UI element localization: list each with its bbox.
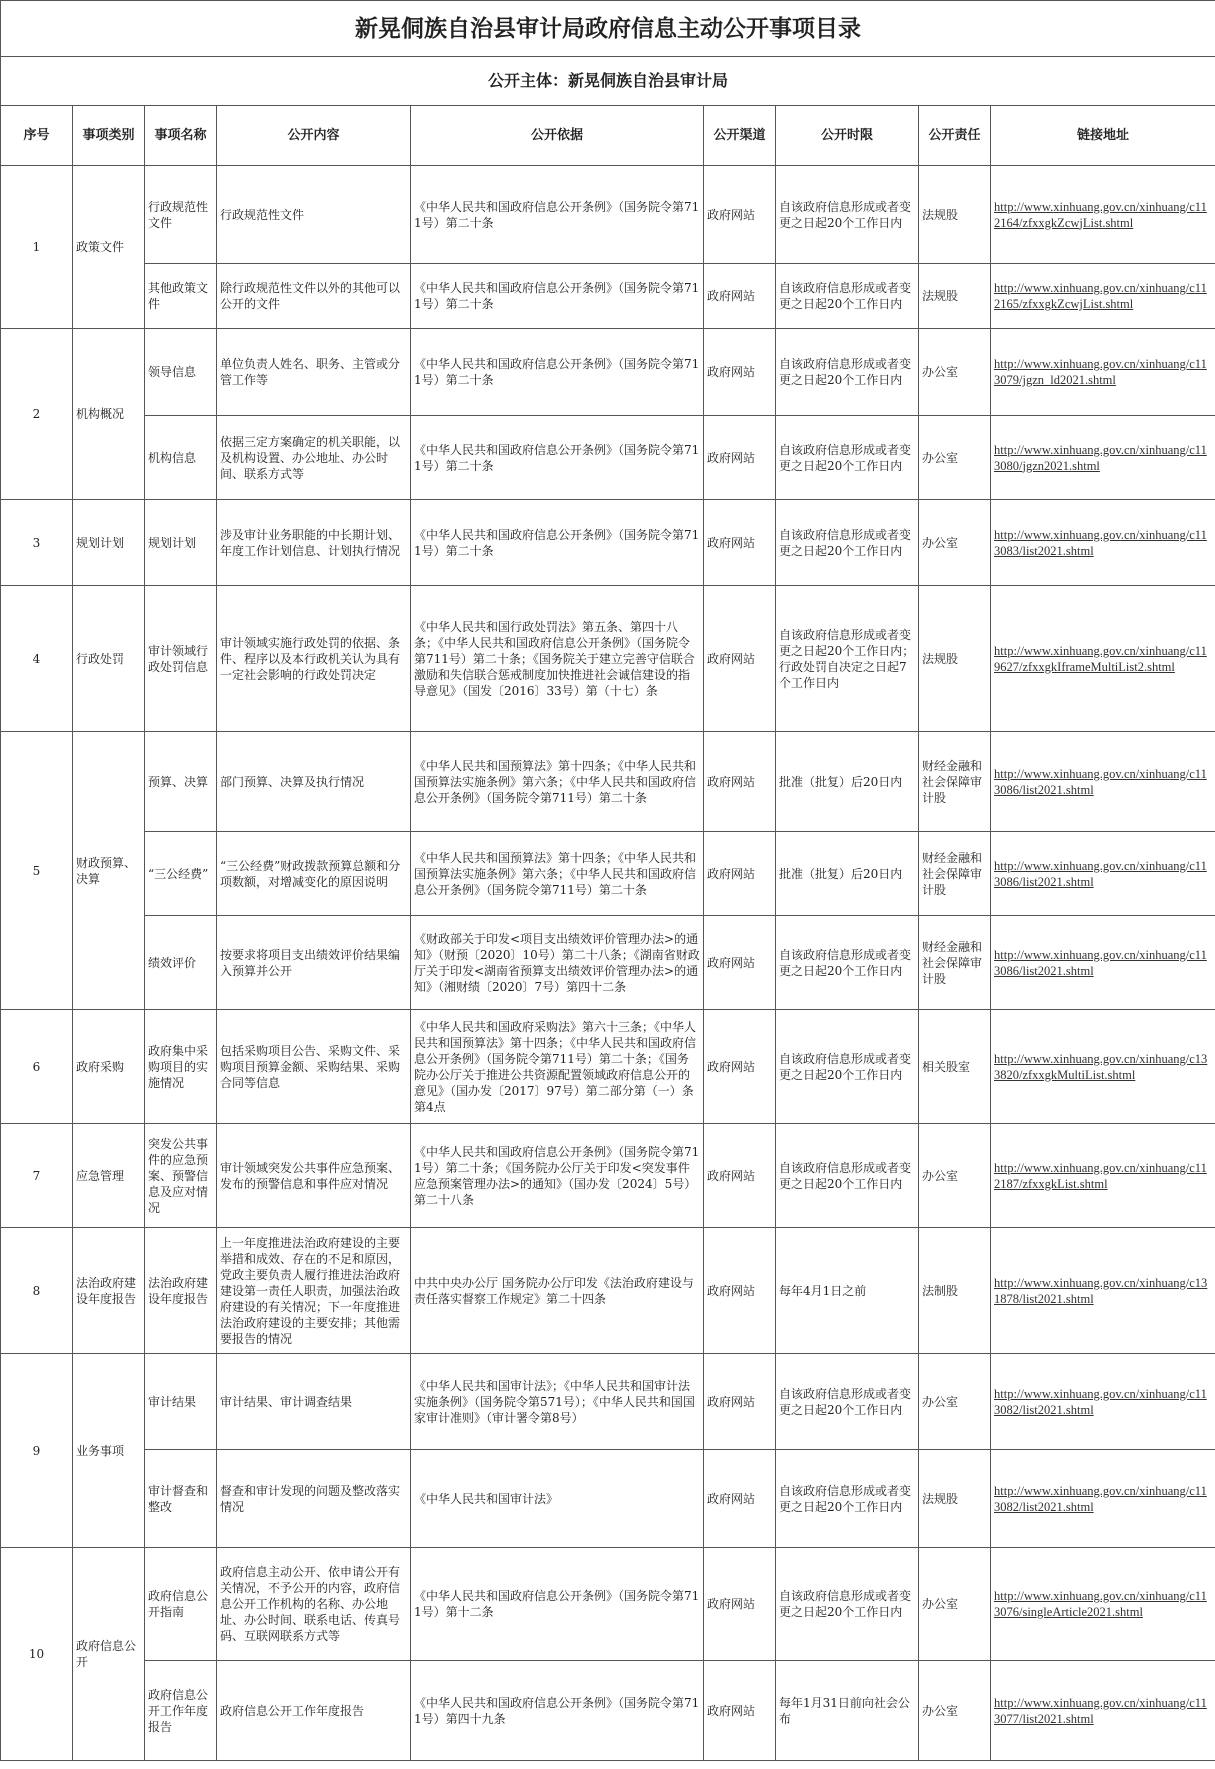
table-row	[1, 1124, 1215, 1228]
row-item-name: 法治政府建设年度报告	[145, 1228, 217, 1354]
row-channel: 政府网站	[704, 1228, 776, 1354]
row-link-cell	[991, 832, 1215, 916]
header-content: 公开内容	[217, 106, 411, 166]
row-basis: 《中华人民共和国政府采购法》第六十三条；《中华人民共和国预算法》第十四条；《中华人民共和国政府信息公开条例》（国务院令第711号）第二十条；《国务院办公厅关于推进公共资源配置领域政府信息公开的意见》（国办发〔2017〕97号）第二部分第（一）条第4点	[411, 1010, 704, 1124]
table-row	[1, 329, 1215, 416]
row-responsibility: 办公室	[919, 1354, 991, 1450]
row-basis: 《中华人民共和国行政处罚法》第五条、第四十八条；《中华人民共和国政府信息公开条例》（国务院令第711号）第二十条；《国务院关于建立完善守信联合激励和失信联合惩戒制度加快推进社会诚信建设的指导意见》（国发〔2016〕33号）第（十七）条	[411, 586, 704, 732]
table-row	[1, 500, 1215, 586]
row-link[interactable]: http://www.xinhuang.gov.cn/xinhuang/c119627/zfxxgkIframeMultiList2.shtml	[994, 643, 1207, 674]
row-index: 6	[1, 1010, 73, 1124]
row-basis: 《中华人民共和国政府信息公开条例》（国务院令第711号）第二十条；《国务院办公厅关于印发<突发事件应急预案管理办法>的通知》（国办发〔2024〕5号）第二十八条	[411, 1124, 704, 1228]
row-basis: 《中华人民共和国政府信息公开条例》（国务院令第711号）第二十条	[411, 416, 704, 500]
row-link[interactable]: http://www.xinhuang.gov.cn/xinhuang/c113082/list2021.shtml	[994, 1386, 1207, 1417]
table-row	[1, 166, 1215, 264]
row-time-limit: 自该政府信息形成或者变更之日起20个工作日内	[776, 1548, 919, 1661]
row-responsibility: 法规股	[919, 1450, 991, 1548]
row-item-name: 行政规范性文件	[145, 166, 217, 264]
row-responsibility: 办公室	[919, 416, 991, 500]
row-index: 4	[1, 586, 73, 732]
row-channel: 政府网站	[704, 1450, 776, 1548]
row-link-cell	[991, 329, 1215, 416]
row-link[interactable]: http://www.xinhuang.gov.cn/xinhuang/c112164/zfxxgkZcwjList.shtml	[994, 199, 1207, 230]
row-responsibility: 办公室	[919, 329, 991, 416]
row-link[interactable]: http://www.xinhuang.gov.cn/xinhuang/c113083/list2021.shtml	[994, 527, 1207, 558]
table-row	[1, 264, 1215, 329]
row-content: 督查和审计发现的问题及整改落实情况	[217, 1450, 411, 1548]
row-responsibility: 法制股	[919, 1228, 991, 1354]
row-item-name: 领导信息	[145, 329, 217, 416]
row-link-cell	[991, 916, 1215, 1010]
row-responsibility: 财经金融和社会保障审计股	[919, 732, 991, 832]
row-time-limit: 自该政府信息形成或者变更之日起20个工作日内	[776, 916, 919, 1010]
table-row	[1, 1228, 1215, 1354]
row-channel: 政府网站	[704, 1354, 776, 1450]
row-channel: 政府网站	[704, 1548, 776, 1661]
row-time-limit: 自该政府信息形成或者变更之日起20个工作日内	[776, 329, 919, 416]
row-responsibility: 法规股	[919, 586, 991, 732]
row-item-name: 机构信息	[145, 416, 217, 500]
row-content: 部门预算、决算及执行情况	[217, 732, 411, 832]
row-channel: 政府网站	[704, 1124, 776, 1228]
row-basis: 《中华人民共和国政府信息公开条例》（国务院令第711号）第二十条	[411, 166, 704, 264]
row-responsibility: 办公室	[919, 1548, 991, 1661]
row-responsibility: 法规股	[919, 166, 991, 264]
table-body	[1, 166, 1215, 1761]
row-item-name: “三公经费”	[145, 832, 217, 916]
row-item-name: 审计领域行政处罚信息	[145, 586, 217, 732]
row-item-name: 审计督查和整改	[145, 1450, 217, 1548]
row-basis: 《中华人民共和国政府信息公开条例》（国务院令第711号）第二十条	[411, 329, 704, 416]
row-time-limit: 自该政府信息形成或者变更之日起20个工作日内	[776, 1010, 919, 1124]
row-time-limit: 自该政府信息形成或者变更之日起20个工作日内	[776, 264, 919, 329]
row-responsibility: 办公室	[919, 1124, 991, 1228]
row-basis: 《财政部关于印发<项目支出绩效评价管理办法>的通知》（财预〔2020〕10号）第二十八条；《湖南省财政厅关于印发<湖南省预算支出绩效评价管理办法>的通知》（湘财绩〔2020〕7号）第四十二条	[411, 916, 704, 1010]
row-content: 依据三定方案确定的机关职能，以及机构设置、办公地址、办公时间、联系方式等	[217, 416, 411, 500]
table-row	[1, 832, 1215, 916]
row-responsibility: 财经金融和社会保障审计股	[919, 832, 991, 916]
row-basis: 《中华人民共和国审计法》；《中华人民共和国审计法实施条例》（国务院令第571号）；《中华人民共和国国家审计准则》（审计署令第8号）	[411, 1354, 704, 1450]
table-row	[1, 916, 1215, 1010]
row-content: 行政规范性文件	[217, 166, 411, 264]
table-row	[1, 1548, 1215, 1661]
row-link-cell	[991, 1010, 1215, 1124]
row-category: 规划计划	[73, 500, 145, 586]
row-channel: 政府网站	[704, 264, 776, 329]
row-link[interactable]: http://www.xinhuang.gov.cn/xinhuang/c113077/list2021.shtml	[994, 1695, 1207, 1726]
row-item-name: 规划计划	[145, 500, 217, 586]
row-responsibility: 办公室	[919, 1661, 991, 1761]
table-row	[1, 586, 1215, 732]
row-item-name: 预算、决算	[145, 732, 217, 832]
row-content: “三公经费”财政拨款预算总额和分项数额，对增减变化的原因说明	[217, 832, 411, 916]
row-content: 审计领域实施行政处罚的依据、条件、程序以及本行政机关认为具有一定社会影响的行政处罚决定	[217, 586, 411, 732]
row-channel: 政府网站	[704, 1661, 776, 1761]
row-content: 除行政规范性文件以外的其他可以公开的文件	[217, 264, 411, 329]
row-content: 按要求将项目支出绩效评价结果编入预算并公开	[217, 916, 411, 1010]
row-content: 单位负责人姓名、职务、主管或分管工作等	[217, 329, 411, 416]
header-basis: 公开依据	[411, 106, 704, 166]
row-item-name: 突发公共事件的应急预案、预警信息及应对情况	[145, 1124, 217, 1228]
row-link[interactable]: http://www.xinhuang.gov.cn/xinhuang/c113076/singleArticle2021.shtml	[994, 1589, 1207, 1619]
row-responsibility: 法规股	[919, 264, 991, 329]
row-content: 政府信息主动公开、依申请公开有关情况，不予公开的内容，政府信息公开工作机构的名称、办公地址、办公时间、联系电话、传真号码、互联网联系方式等	[217, 1548, 411, 1661]
header-channel: 公开渠道	[704, 106, 776, 166]
row-time-limit: 每年4月1日之前	[776, 1228, 919, 1354]
row-content: 审计领域突发公共事件应急预案、发布的预警信息和事件应对情况	[217, 1124, 411, 1228]
row-link[interactable]: http://www.xinhuang.gov.cn/xinhuang/c113086/list2021.shtml	[994, 858, 1207, 889]
header-category: 事项类别	[73, 106, 145, 166]
row-link-cell	[991, 1354, 1215, 1450]
row-basis: 《中华人民共和国预算法》第十四条；《中华人民共和国预算法实施条例》第六条；《中华人民共和国政府信息公开条例》（国务院令第711号）第二十条	[411, 732, 704, 832]
row-time-limit: 批准（批复）后20日内	[776, 732, 919, 832]
table-row	[1, 1661, 1215, 1761]
row-category: 应急管理	[73, 1124, 145, 1228]
row-item-name: 审计结果	[145, 1354, 217, 1450]
row-category: 业务事项	[73, 1354, 145, 1548]
row-channel: 政府网站	[704, 1010, 776, 1124]
row-basis: 《中华人民共和国审计法》	[411, 1450, 704, 1548]
row-time-limit: 自该政府信息形成或者变更之日起20个工作日内	[776, 166, 919, 264]
row-channel: 政府网站	[704, 586, 776, 732]
row-link[interactable]: http://www.xinhuang.gov.cn/xinhuang/c113082/list2021.shtml	[994, 1483, 1207, 1514]
row-item-name: 绩效评价	[145, 916, 217, 1010]
row-link[interactable]: http://www.xinhuang.gov.cn/xinhuang/c113079/jgzn_ld2021.shtml	[994, 357, 1207, 387]
table-row	[1, 1450, 1215, 1548]
table-row	[1, 416, 1215, 500]
row-link-cell	[991, 166, 1215, 264]
row-index: 7	[1, 1124, 73, 1228]
row-channel: 政府网站	[704, 916, 776, 1010]
row-category: 政府信息公开	[73, 1548, 145, 1761]
row-index: 9	[1, 1354, 73, 1548]
page-title: 新晃侗族自治县审计局政府信息主动公开事项目录	[1, 1, 1215, 57]
row-time-limit: 每年1月31日前向社会公布	[776, 1661, 919, 1761]
row-responsibility: 财经金融和社会保障审计股	[919, 916, 991, 1010]
row-category: 机构概况	[73, 329, 145, 500]
table-header-row	[1, 106, 1215, 166]
row-time-limit: 自该政府信息形成或者变更之日起20个工作日内；行政处罚自决定之日起7个工作日内	[776, 586, 919, 732]
row-link-cell	[991, 732, 1215, 832]
row-channel: 政府网站	[704, 329, 776, 416]
row-link[interactable]: http://www.xinhuang.gov.cn/xinhuang/c113086/list2021.shtml	[994, 766, 1207, 797]
row-index: 8	[1, 1228, 73, 1354]
row-channel: 政府网站	[704, 832, 776, 916]
row-item-name: 政府信息公开指南	[145, 1548, 217, 1661]
row-link-cell	[991, 1228, 1215, 1354]
header-index: 序号	[1, 106, 73, 166]
row-link[interactable]: http://www.xinhuang.gov.cn/xinhuang/c113086/list2021.shtml	[994, 947, 1207, 978]
row-channel: 政府网站	[704, 500, 776, 586]
header-item-name: 事项名称	[145, 106, 217, 166]
row-link[interactable]: http://www.xinhuang.gov.cn/xinhuang/c112187/zfxxgkList.shtml	[994, 1160, 1207, 1191]
row-index: 3	[1, 500, 73, 586]
row-item-name: 其他政策文件	[145, 264, 217, 329]
header-responsibility: 公开责任	[919, 106, 991, 166]
row-link-cell	[991, 416, 1215, 500]
row-content: 包括采购项目公告、采购文件、采购项目预算金额、采购结果、采购合同等信息	[217, 1010, 411, 1124]
row-item-name: 政府信息公开工作年度报告	[145, 1661, 217, 1761]
row-link-cell	[991, 1450, 1215, 1548]
row-basis: 《中华人民共和国政府信息公开条例》（国务院令第711号）第十二条	[411, 1548, 704, 1661]
row-basis: 中共中央办公厅 国务院办公厅印发《法治政府建设与责任落实督察工作规定》第二十四条	[411, 1228, 704, 1354]
row-link-cell	[991, 586, 1215, 732]
table-row	[1, 1010, 1215, 1124]
row-link-cell	[991, 1661, 1215, 1761]
page-subtitle: 公开主体：新晃侗族自治县审计局	[1, 57, 1215, 106]
row-time-limit: 批准（批复）后20日内	[776, 832, 919, 916]
row-link-cell	[991, 264, 1215, 329]
row-category: 行政处罚	[73, 586, 145, 732]
row-time-limit: 自该政府信息形成或者变更之日起20个工作日内	[776, 1354, 919, 1450]
row-index: 5	[1, 732, 73, 1010]
header-time-limit: 公开时限	[776, 106, 919, 166]
row-basis: 《中华人民共和国政府信息公开条例》（国务院令第711号）第二十条	[411, 500, 704, 586]
row-category: 政策文件	[73, 166, 145, 329]
row-content: 政府信息公开工作年度报告	[217, 1661, 411, 1761]
row-content: 上一年度推进法治政府建设的主要举措和成效、存在的不足和原因，党政主要负责人履行推进法治政府建设第一责任人职责，加强法治政府建设的有关情况；下一年度推进法治政府建设的主要安排；其他需要报告的情况	[217, 1228, 411, 1354]
row-basis: 《中华人民共和国政府信息公开条例》（国务院令第711号）第四十九条	[411, 1661, 704, 1761]
row-content: 审计结果、审计调查结果	[217, 1354, 411, 1450]
row-item-name: 政府集中采购项目的实施情况	[145, 1010, 217, 1124]
row-link-cell	[991, 1548, 1215, 1661]
row-basis: 《中华人民共和国政府信息公开条例》（国务院令第711号）第二十条	[411, 264, 704, 329]
row-link[interactable]: http://www.xinhuang.gov.cn/xinhuang/c133820/zfxxgkMultiList.shtml	[994, 1051, 1208, 1082]
table-row	[1, 1354, 1215, 1450]
row-channel: 政府网站	[704, 166, 776, 264]
row-index: 10	[1, 1548, 73, 1761]
header-link: 链接地址	[991, 106, 1215, 166]
row-time-limit: 自该政府信息形成或者变更之日起20个工作日内	[776, 416, 919, 500]
row-channel: 政府网站	[704, 416, 776, 500]
row-link-cell	[991, 500, 1215, 586]
row-index: 1	[1, 166, 73, 329]
row-time-limit: 自该政府信息形成或者变更之日起20个工作日内	[776, 500, 919, 586]
row-link[interactable]: http://www.xinhuang.gov.cn/xinhuang/c113080/jgzn2021.shtml	[994, 442, 1207, 473]
row-content: 涉及审计业务职能的中长期计划、年度工作计划信息、计划执行情况	[217, 500, 411, 586]
row-responsibility: 办公室	[919, 500, 991, 586]
row-time-limit: 自该政府信息形成或者变更之日起20个工作日内	[776, 1124, 919, 1228]
table-row	[1, 732, 1215, 832]
row-index: 2	[1, 329, 73, 500]
row-link[interactable]: http://www.xinhuang.gov.cn/xinhuang/c112165/zfxxgkZcwjList.shtml	[994, 281, 1207, 311]
row-channel: 政府网站	[704, 732, 776, 832]
row-category: 法治政府建设年度报告	[73, 1228, 145, 1354]
row-category: 财政预算、决算	[73, 732, 145, 1010]
row-time-limit: 自该政府信息形成或者变更之日起20个工作日内	[776, 1450, 919, 1548]
row-basis: 《中华人民共和国预算法》第十四条；《中华人民共和国预算法实施条例》第六条；《中华人民共和国政府信息公开条例》（国务院令第711号）第二十条	[411, 832, 704, 916]
row-link[interactable]: http://www.xinhuang.gov.cn/xinhuang/c131878/list2021.shtml	[994, 1275, 1208, 1306]
row-link-cell	[991, 1124, 1215, 1228]
row-responsibility: 相关股室	[919, 1010, 991, 1124]
row-category: 政府采购	[73, 1010, 145, 1124]
